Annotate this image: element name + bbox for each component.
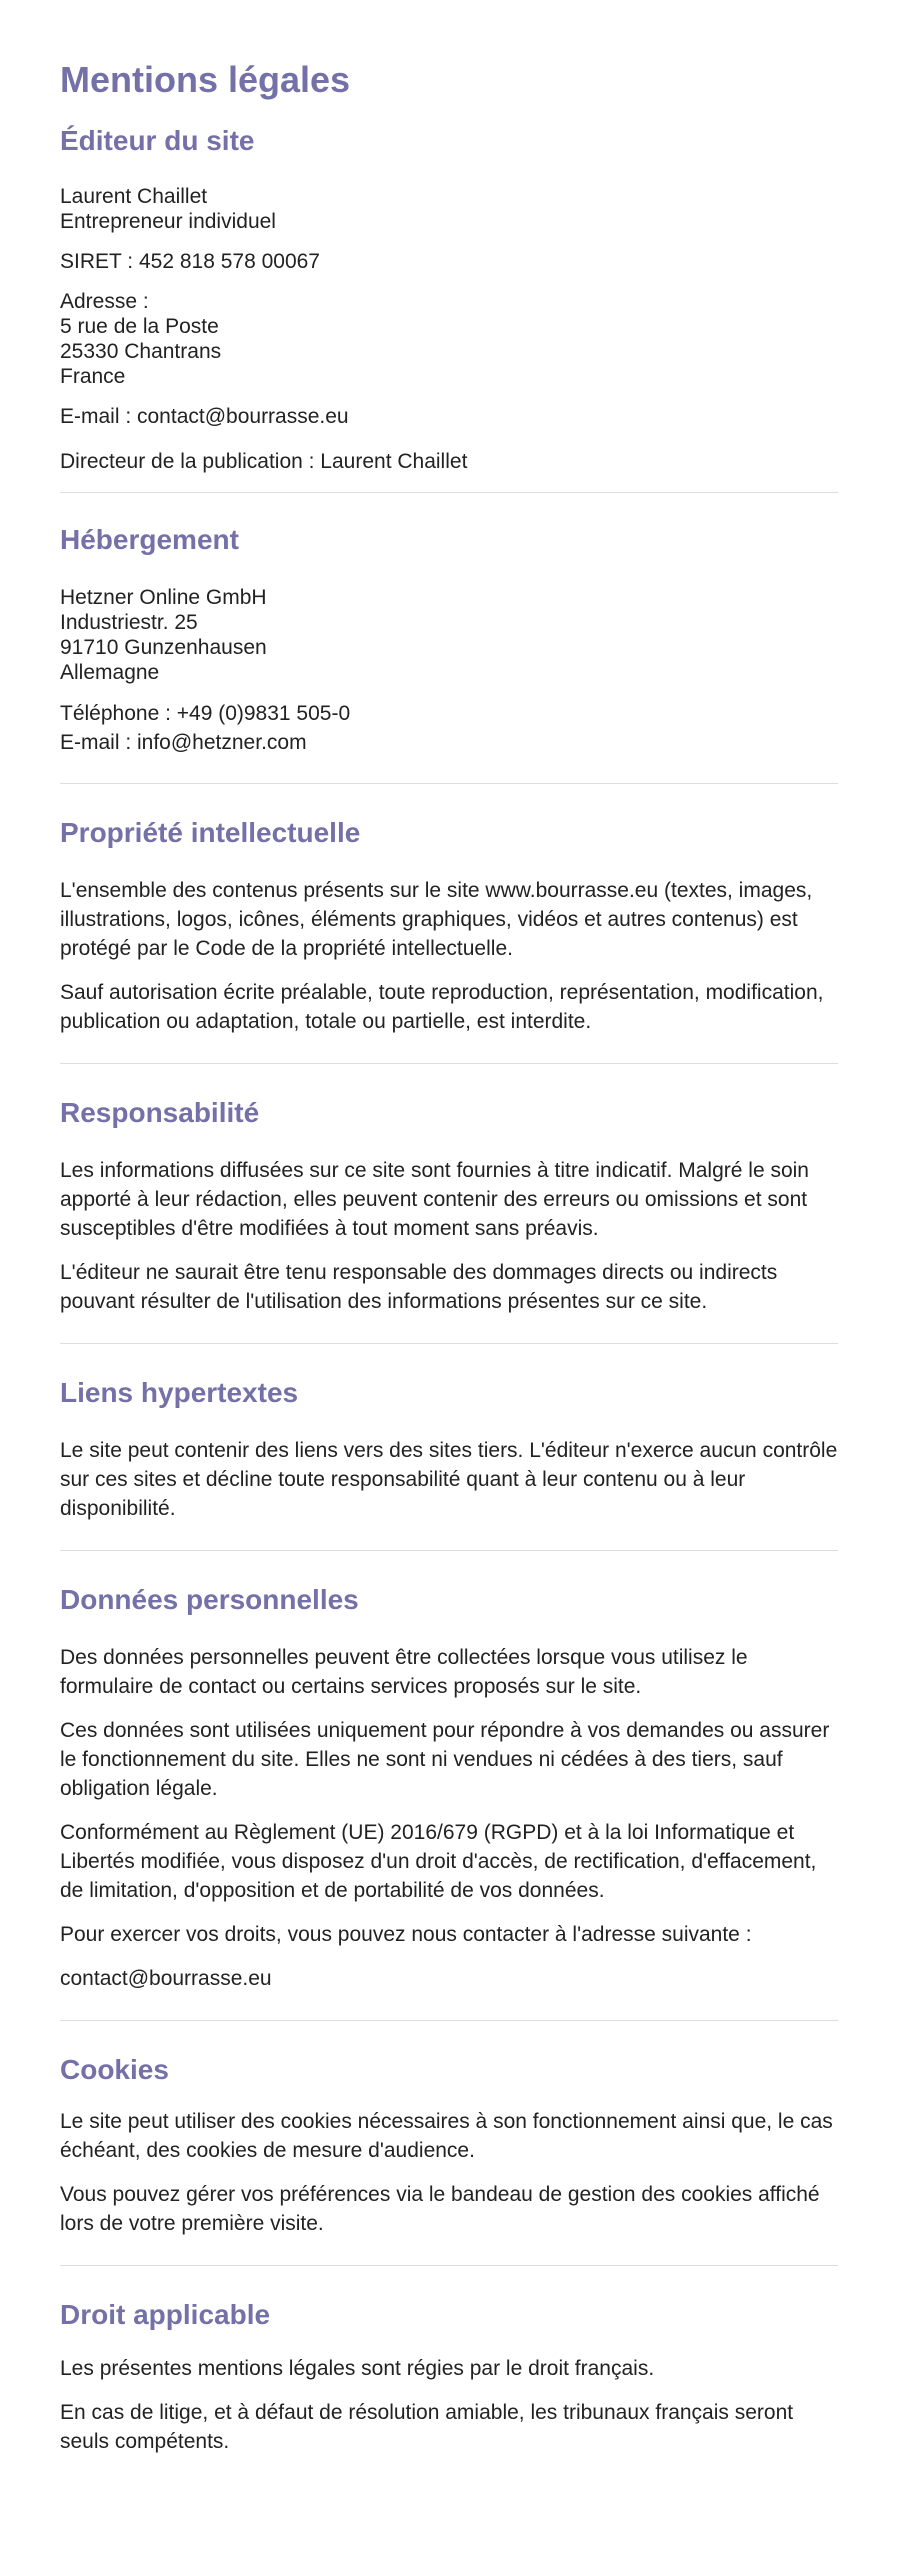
editeur-director: Directeur de la publication : Laurent Chaillet <box>60 450 468 473</box>
liens-paragraph-1: Le site peut contenir des liens vers des sites tiers. L'éditeur n'exerce aucun contrôle sur ces sites et décline toute responsabilité quant à leur contenu ou à leur disponibilité. <box>60 1439 838 1520</box>
editeur-email: E-mail : contact@bourrasse.eu <box>60 405 349 428</box>
section-propriete <box>60 816 838 1036</box>
section-heading-editeur: Éditeur du site <box>60 125 255 156</box>
section-droit <box>60 2298 838 2456</box>
hebergement-street: Industriestr. 25 <box>60 611 198 634</box>
section-cookies <box>60 2053 838 2238</box>
donnees-paragraph-3: Conformément au Règlement (UE) 2016/679 (RGPD) et à la loi Informatique et Libertés modifiée, vous disposez d'un droit d'accès, de rectification, d'effacement, de limitation, d'opposition et de portabilité de vos données. <box>60 1821 817 1902</box>
donnees-paragraph-2: Ces données sont utilisées uniquement pour répondre à vos demandes ou assurer le fonctionnement du site. Elles ne sont ni vendues ni cédées à des tiers, sauf obligation légale. <box>60 1719 830 1800</box>
editeur-address-label: Adresse : <box>60 290 149 313</box>
section-hebergement <box>60 523 838 755</box>
section-heading-cookies: Cookies <box>60 2054 169 2085</box>
section-donnees <box>60 1583 838 1993</box>
section-heading-donnees: Données personnelles <box>60 1584 359 1615</box>
editeur-siret: SIRET : 452 818 578 00067 <box>60 250 320 273</box>
section-divider <box>60 1063 838 1064</box>
donnees-paragraph-4: Pour exercer vos droits, vous pouvez nous contacter à l'adresse suivante : <box>60 1923 752 1946</box>
section-heading-liens: Liens hypertextes <box>60 1377 299 1408</box>
section-heading-responsabilite: Responsabilité <box>60 1097 260 1128</box>
hebergement-email: E-mail : info@hetzner.com <box>60 731 307 754</box>
editeur-status: Entrepreneur individuel <box>60 210 276 233</box>
section-divider <box>60 2020 838 2021</box>
hebergement-city: 91710 Gunzenhausen <box>60 636 267 659</box>
propriete-paragraph-2: Sauf autorisation écrite préalable, toute reproduction, représentation, modification, publication ou adaptation, totale ou partielle, est interdite. <box>60 981 824 1033</box>
editeur-name: Laurent Chaillet <box>60 185 208 208</box>
editeur-address-line3: France <box>60 365 126 388</box>
cookies-paragraph-2: Vous pouvez gérer vos préférences via le bandeau de gestion des cookies affiché lors de votre première visite. <box>60 2183 820 2235</box>
section-liens <box>60 1376 838 1523</box>
section-divider <box>60 492 838 493</box>
propriete-paragraph-1: L'ensemble des contenus présents sur le site www.bourrasse.eu (textes, images, illustrations, logos, icônes, éléments graphiques, vidéos et autres contenus) est protégé par le Code de la propriété intellectuelle. <box>60 879 813 960</box>
responsabilite-paragraph-2: L'éditeur ne saurait être tenu responsable des dommages directs ou indirects pouvant résulter de l'utilisation des informations présentes sur ce site. <box>60 1261 778 1313</box>
editeur-address-line2: 25330 Chantrans <box>60 340 222 363</box>
section-divider <box>60 783 838 784</box>
donnees-paragraph-1: Des données personnelles peuvent être collectées lorsque vous utilisez le formulaire de contact ou certains services proposés sur le site. <box>60 1646 748 1698</box>
section-divider <box>60 1550 838 1551</box>
hebergement-phone: Téléphone : +49 (0)9831 505-0 <box>60 702 351 725</box>
hebergement-country: Allemagne <box>60 661 160 684</box>
editeur-address-line1: 5 rue de la Poste <box>60 315 219 338</box>
section-divider <box>60 2265 838 2266</box>
droit-paragraph-1: Les présentes mentions légales sont régies par le droit français. <box>60 2357 655 2380</box>
cookies-paragraph-1: Le site peut utiliser des cookies nécessaires à son fonctionnement ainsi que, le cas échéant, des cookies de mesure d'audience. <box>60 2110 833 2162</box>
hebergement-company: Hetzner Online GmbH <box>60 586 267 609</box>
responsabilite-paragraph-1: Les informations diffusées sur ce site sont fournies à titre indicatif. Malgré le soin apporté à leur rédaction, elles peuvent contenir des erreurs ou omissions et sont susceptibles d'être modifiées à tout moment sans préavis. <box>60 1159 809 1240</box>
section-heading-hebergement: Hébergement <box>60 524 239 555</box>
section-editeur <box>60 124 838 474</box>
section-responsabilite <box>60 1096 838 1316</box>
section-heading-droit: Droit applicable <box>60 2299 271 2330</box>
section-divider <box>60 1343 838 1344</box>
droit-paragraph-2: En cas de litige, et à défaut de résolution amiable, les tribunaux français seront seuls compétents. <box>60 2401 794 2453</box>
donnees-contact-email: contact@bourrasse.eu <box>60 1967 272 1990</box>
section-heading-propriete: Propriété intellectuelle <box>60 817 361 848</box>
page-title: Mentions légales <box>60 59 351 100</box>
